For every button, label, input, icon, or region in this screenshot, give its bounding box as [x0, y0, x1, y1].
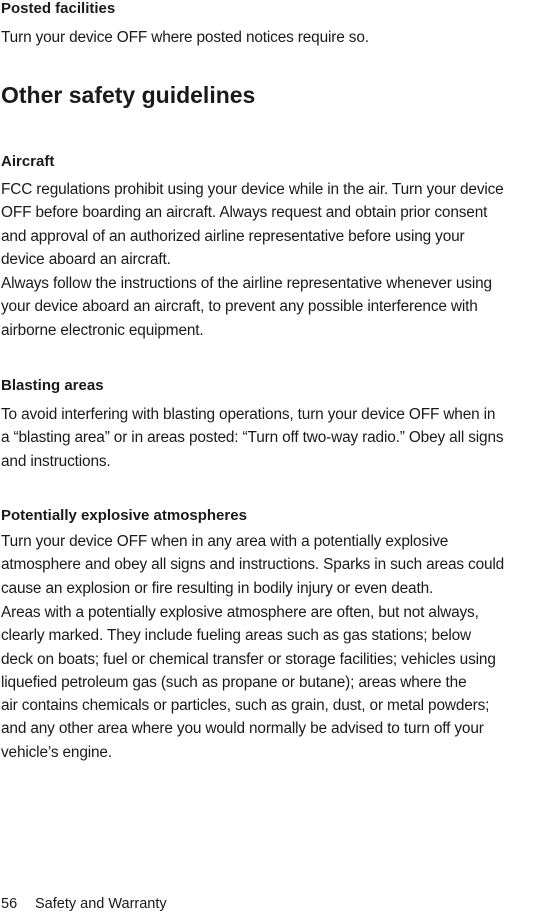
- explosive-atmospheres-heading: Potentially explosive atmospheres: [1, 507, 247, 524]
- footer-title: Safety and Warranty: [35, 896, 167, 912]
- aircraft-paragraph-2: Always follow the instructions of the airline representative whenever using your device aboard an aircraft, to prevent any possible interference with airborne electronic equipment.: [1, 275, 492, 339]
- other-safety-guidelines-heading: Other safety guidelines: [1, 82, 256, 108]
- page-footer: [1, 895, 167, 913]
- posted-facilities-heading: Posted facilities: [1, 0, 116, 17]
- explosive-atmospheres-paragraph-2: Areas with a potentially explosive atmosphere are often, but not always, clearly marked. They include fueling areas such as gas stations; below deck on boats; fuel or chemical transfer or storage facilities; vehicles using liquefied petroleum gas (such as propane or butane); areas where the air contains chemicals or particles, such as grain, dust, or metal powders; and any other area where you would normally be advised to turn off your vehicle’s engine.: [1, 604, 496, 761]
- explosive-atmospheres-paragraph-1: Turn your device OFF when in any area with a potentially explosive atmosphere and obey all signs and instructions. Sparks in such areas could cause an explosion or fire resulting in bodily injury or even death.: [1, 533, 505, 597]
- page-number: 56: [1, 896, 18, 912]
- blasting-areas-paragraph: To avoid interfering with blasting operations, turn your device OFF when in a “blasting area” or in areas posted: “Turn off two-way radio.” Obey all signs and instructions.: [1, 406, 504, 470]
- posted-facilities-text: Turn your device OFF where posted notices require so.: [1, 29, 369, 46]
- blasting-areas-heading: Blasting areas: [1, 377, 104, 394]
- aircraft-paragraph-1: FCC regulations prohibit using your device while in the air. Turn your device OFF before boarding an aircraft. Always request and obtain prior consent and approval of an authorized airline representative before using your device aboard an aircraft.: [1, 181, 504, 268]
- aircraft-heading: Aircraft: [1, 153, 55, 170]
